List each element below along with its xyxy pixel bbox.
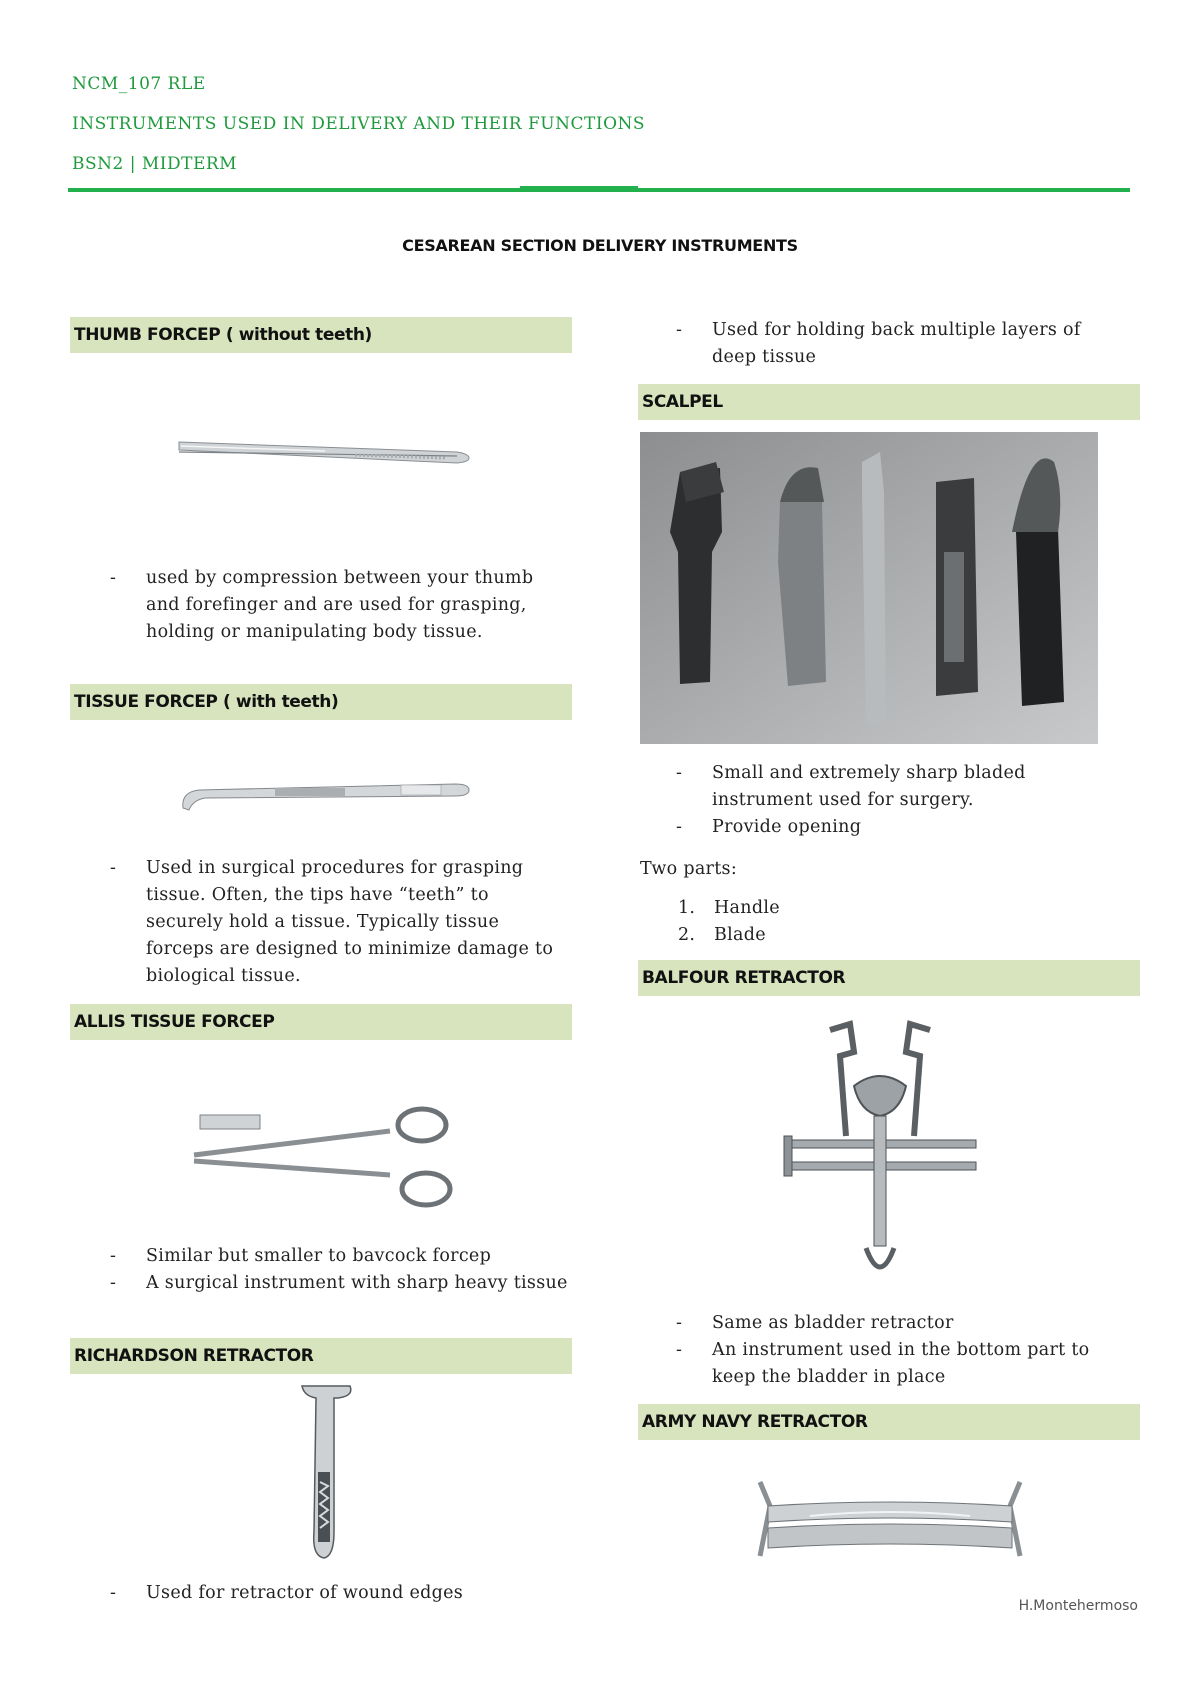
balfour-retractor-bullet-1-text: Same as bladder retractor	[712, 1313, 954, 1333]
thumb-forcep-image	[175, 430, 475, 474]
section-heading-tissue-forcep: TISSUE FORCEP ( with teeth)	[70, 684, 572, 720]
scalpel-part-2-text: Blade	[714, 925, 766, 945]
scalpel-bullet-2-text: Provide opening	[712, 817, 862, 837]
army-navy-retractor-image	[750, 1476, 1030, 1570]
page-title: CESAREAN SECTION DELIVERY INSTRUMENTS	[402, 236, 798, 255]
section-heading-richardson-retractor: RICHARDSON RETRACTOR	[70, 1338, 572, 1374]
document-topic: INSTRUMENTS USED IN DELIVERY AND THEIR FUNCTIONS	[72, 114, 646, 134]
footer-author: H.Montehermoso	[1018, 1598, 1138, 1614]
scalpel-parts-label: Two parts:	[640, 859, 738, 879]
section-heading-balfour-retractor: BALFOUR RETRACTOR	[638, 960, 1140, 996]
tissue-forcep-image	[175, 768, 475, 822]
richardson-retractor-bullet-2-text: Used for holding back multiple layers of deep tissue	[712, 320, 1081, 367]
section-heading-thumb-forcep: THUMB FORCEP ( without teeth)	[70, 317, 572, 353]
balfour-retractor-image	[780, 1016, 980, 1290]
course-code: NCM_107 RLE	[72, 74, 206, 94]
section-heading-scalpel: SCALPEL	[638, 384, 1140, 420]
richardson-retractor-image	[298, 1382, 358, 1566]
thumb-forcep-bullet-text: used by compression between your thumb and forefinger and are used for grasping, holding or manipulating body tissue.	[146, 568, 534, 642]
allis-forcep-image	[190, 1105, 470, 1219]
document-meta: BSN2 | MIDTERM	[72, 154, 238, 174]
balfour-retractor-bullet-2-text: An instrument used in the bottom part to keep the bladder in place	[712, 1340, 1090, 1387]
scalpel-image	[640, 432, 1098, 748]
section-heading-allis-forcep: ALLIS TISSUE FORCEP	[70, 1004, 572, 1040]
scalpel-bullet-1-text: Small and extremely sharp bladed instrument used for surgery.	[712, 763, 1026, 810]
tissue-forcep-bullet-text: Used in surgical procedures for grasping tissue. Often, the tips have “teeth” to securely hold a tissue. Typically tissue forceps are designed to minimize damage to biological tissue.	[146, 858, 554, 986]
scalpel-part-1-text: Handle	[714, 898, 780, 918]
richardson-retractor-bullet-1-text: Used for retractor of wound edges	[146, 1583, 464, 1603]
section-heading-army-navy-retractor: ARMY NAVY RETRACTOR	[638, 1404, 1140, 1440]
allis-forcep-bullet-2-text: A surgical instrument with sharp heavy tissue	[146, 1273, 568, 1293]
header-rule	[68, 188, 1130, 192]
allis-forcep-bullet-1-text: Similar but smaller to bavcock forcep	[146, 1246, 492, 1266]
